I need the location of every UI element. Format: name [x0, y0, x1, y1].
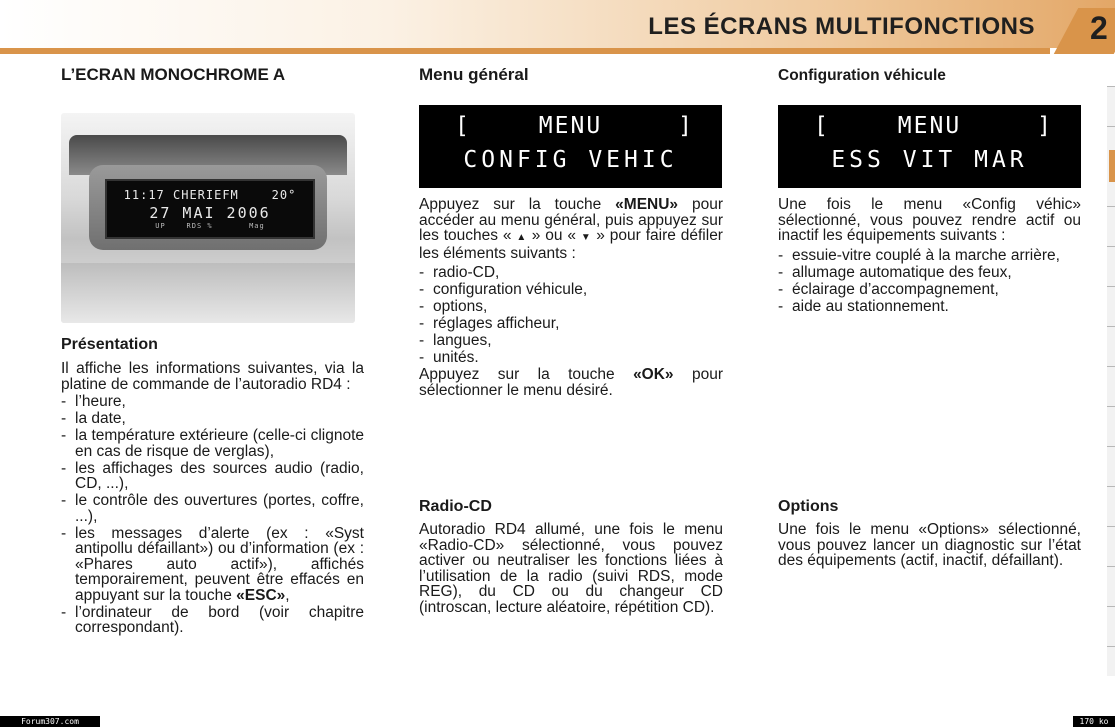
options-text: Une fois le menu «Options» sélectionné, vous pouvez lancer un diagnostic sur l’état des équipements (actif, inactif, défaillant). [778, 521, 1081, 569]
lcd-line-2: CONFIG VEHIC [463, 147, 678, 173]
index-divider [1107, 646, 1115, 647]
lcd-line-1: MENU [538, 113, 603, 139]
presentation-heading: Présentation [61, 336, 158, 353]
ok-key-label: «OK» [633, 366, 674, 383]
index-divider [1107, 206, 1115, 207]
column-radio-cd [419, 498, 723, 615]
item-text: , [285, 586, 290, 604]
list-item: - l’heure, [61, 394, 364, 410]
list-item: - unités. [419, 350, 723, 366]
lcd-line-1: MENU [897, 113, 962, 139]
menu-lcd-display [419, 105, 722, 188]
lcd-bracket-left: [ [455, 113, 469, 139]
column-vehicle-config [778, 62, 1081, 316]
presentation-intro: Il affiche les informations suivantes, via la platine de commande de l’autoradio RD4 : [61, 360, 364, 393]
item-text: les messages d’alerte (ex : «Syst antipollu défaillant») ou d’information (ex : «Phares auto actif»), affichés temporairement, peuvent être effacés en appuyant sur la touche [75, 524, 364, 604]
menu-key-label: «MENU» [615, 196, 679, 213]
display-line-date: 27 MAI 2006 [149, 204, 271, 222]
index-divider [1107, 446, 1115, 447]
list-item: - aide au stationnement. [778, 299, 1081, 315]
lcd-bracket-right: ] [1037, 113, 1051, 139]
list-item: - langues, [419, 333, 723, 349]
index-divider [1107, 606, 1115, 607]
column-general-menu [419, 62, 723, 398]
section-title: Configuration véhicule [778, 67, 946, 84]
page-title: LES ÉCRANS MULTIFONCTIONS [648, 13, 1035, 40]
chapter-index-marker [1109, 150, 1115, 182]
index-divider [1107, 326, 1115, 327]
vehicle-lcd-display [778, 105, 1081, 188]
list-item: - allumage automatique des feux, [778, 265, 1081, 281]
index-divider [1107, 286, 1115, 287]
text: » ou « [526, 227, 581, 244]
column-monochrome-screen [61, 62, 364, 637]
text: pour accéder au menu général, puis appuyez sur les touches « [419, 196, 723, 244]
lcd-line-2: ESS VIT MAR [831, 147, 1028, 173]
display-line-indicators: UP RDS % Mag [155, 222, 265, 230]
lcd-bracket-right: ] [678, 113, 692, 139]
source-watermark: Forum307.com [0, 716, 100, 727]
column-options [778, 498, 1081, 569]
index-divider [1107, 126, 1115, 127]
text: Appuyez sur la touche [419, 366, 634, 383]
up-arrow-icon: ▲ [516, 232, 527, 243]
menu-items-list [419, 265, 723, 366]
display-line-time-radio-temp: 11:17 CHERIEFM 20° [123, 188, 297, 202]
text: » pour faire défiler les éléments suivants : [419, 227, 723, 262]
index-divider [1107, 526, 1115, 527]
list-item: - la température extérieure (celle-ci clignote en cas de risque de verglas), [61, 428, 364, 459]
list-item [61, 526, 364, 604]
section-title: L’ECRAN MONOCHROME A [61, 65, 286, 84]
text: pour sélectionner le menu désiré. [419, 366, 723, 399]
list-item: - la date, [61, 411, 364, 427]
esc-key-label: «ESC» [236, 586, 286, 604]
dashboard-lower [61, 263, 355, 323]
list-item: - l’ordinateur de bord (voir chapitre correspondant). [61, 605, 364, 636]
lcd-bracket-left: [ [814, 113, 828, 139]
vehicle-equipment-list [778, 248, 1081, 315]
header-rule [0, 48, 1050, 54]
list-item: - radio-CD, [419, 265, 723, 281]
chapter-index-strip [1107, 86, 1115, 676]
list-item: - réglages afficheur, [419, 316, 723, 332]
list-item: - essuie-vitre couplé à la marche arrière, [778, 248, 1081, 264]
section-title: Menu général [419, 65, 529, 84]
list-item: - le contrôle des ouvertures (portes, coffre, ...), [61, 493, 364, 524]
ok-instructions [419, 367, 723, 398]
vehicle-config-intro: Une fois le menu «Config véhic» sélectionné, vous pouvez rendre actif ou inactif les équipements suivants : [778, 196, 1081, 244]
radio-cd-text: Autoradio RD4 allumé, une fois le menu «Radio-CD» sélectionné, vous pouvez activer ou neutraliser les fonctions liées à l’utilisation de la radio (suivi RDS, mode REG), du CD ou du changeur CD (introscan, lecture aléatoire, répétition CD). [419, 521, 723, 616]
index-divider [1107, 246, 1115, 247]
list-item: - éclairage d’accompagnement, [778, 282, 1081, 298]
index-divider [1107, 486, 1115, 487]
dashboard-display-photo [61, 113, 355, 323]
index-divider [1107, 566, 1115, 567]
list-item: - configuration véhicule, [419, 282, 723, 298]
text: Appuyez sur la touche [419, 196, 616, 213]
file-size-label: 170 ko [1073, 716, 1115, 727]
index-divider [1107, 366, 1115, 367]
list-item: - options, [419, 299, 723, 315]
presentation-list [61, 394, 364, 636]
list-item: - les affichages des sources audio (radio, CD, ...), [61, 461, 364, 492]
menu-instructions [419, 197, 723, 261]
index-divider [1107, 406, 1115, 407]
monochrome-display [105, 179, 315, 239]
radio-cd-heading: Radio-CD [419, 498, 492, 515]
index-divider [1107, 86, 1115, 87]
chapter-number: 2 [1090, 10, 1108, 46]
options-heading: Options [778, 498, 839, 515]
down-arrow-icon: ▼ [580, 232, 592, 243]
